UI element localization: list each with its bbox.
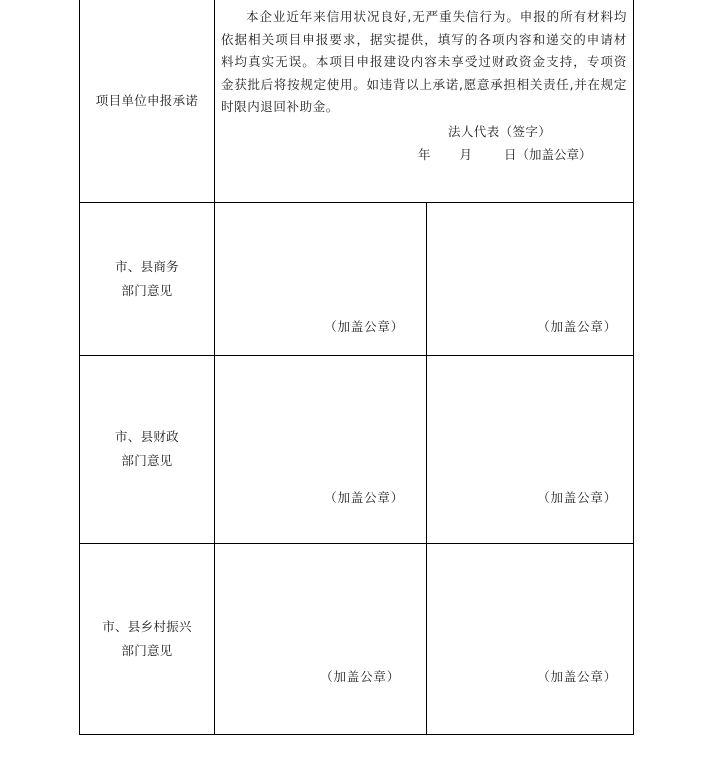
- finance-label-line2: 部门意见: [121, 453, 173, 468]
- commerce-seal-left: （加盖公章）: [324, 318, 404, 334]
- promise-statement: 本企业近年来信用状况良好,无严重失信行为。申报的所有材料均依据相关项目申报要求，据实提供，填写的各项内容和递交的申请材料均真实无误。本项目申报建设内容未享受过财政资金支持，专项资金获批后将按规定使用。如违背以上承诺,愿意承担相关责任,并在规定时限内退回补助金。: [221, 9, 627, 114]
- rural-label-line1: 市、县乡村振兴: [102, 618, 192, 634]
- promise-label: 项目单位申报承诺: [95, 92, 199, 108]
- commerce-opinion-row: [80, 202, 634, 355]
- rural-opinion-left-cell[interactable]: [215, 543, 427, 734]
- legal-representative-signature: 法人代表（签字）: [448, 123, 552, 139]
- promise-label-cell: [80, 0, 215, 202]
- date-year: 年: [418, 146, 431, 162]
- finance-seal-right: （加盖公章）: [537, 489, 617, 505]
- commerce-seal-right: （加盖公章）: [537, 318, 617, 334]
- rural-opinion-right-cell[interactable]: [427, 543, 634, 734]
- finance-seal-left: （加盖公章）: [324, 489, 404, 505]
- commerce-label-line2: 部门意见: [121, 282, 173, 298]
- rural-label-cell: [80, 543, 215, 734]
- commerce-label-cell: [80, 202, 215, 355]
- date-month: 月: [459, 146, 473, 162]
- finance-opinion-right-cell[interactable]: [427, 355, 634, 543]
- rural-seal-left: （加盖公章）: [320, 668, 400, 684]
- date-stamp-line: [221, 143, 627, 166]
- commerce-opinion-left-cell[interactable]: [215, 202, 427, 355]
- rural-seal-right: （加盖公章）: [537, 668, 617, 684]
- finance-opinion-left-cell[interactable]: [215, 355, 427, 543]
- page-corner-mark-right: [633, 0, 640, 6]
- commerce-opinion-right-cell[interactable]: [427, 202, 634, 355]
- date-day-seal: 日（加盖公章）: [504, 146, 592, 162]
- finance-opinion-row: [80, 355, 634, 543]
- promise-content-cell[interactable]: [215, 0, 634, 202]
- finance-label-line1: 市、县财政: [114, 429, 179, 444]
- finance-label-cell: [80, 355, 215, 543]
- promise-row: [80, 0, 634, 202]
- application-form-table: [79, 0, 634, 735]
- rural-revitalization-opinion-row: [80, 543, 634, 734]
- rural-label-line2: 部门意见: [121, 642, 173, 658]
- commerce-label-line1: 市、县商务: [114, 258, 179, 274]
